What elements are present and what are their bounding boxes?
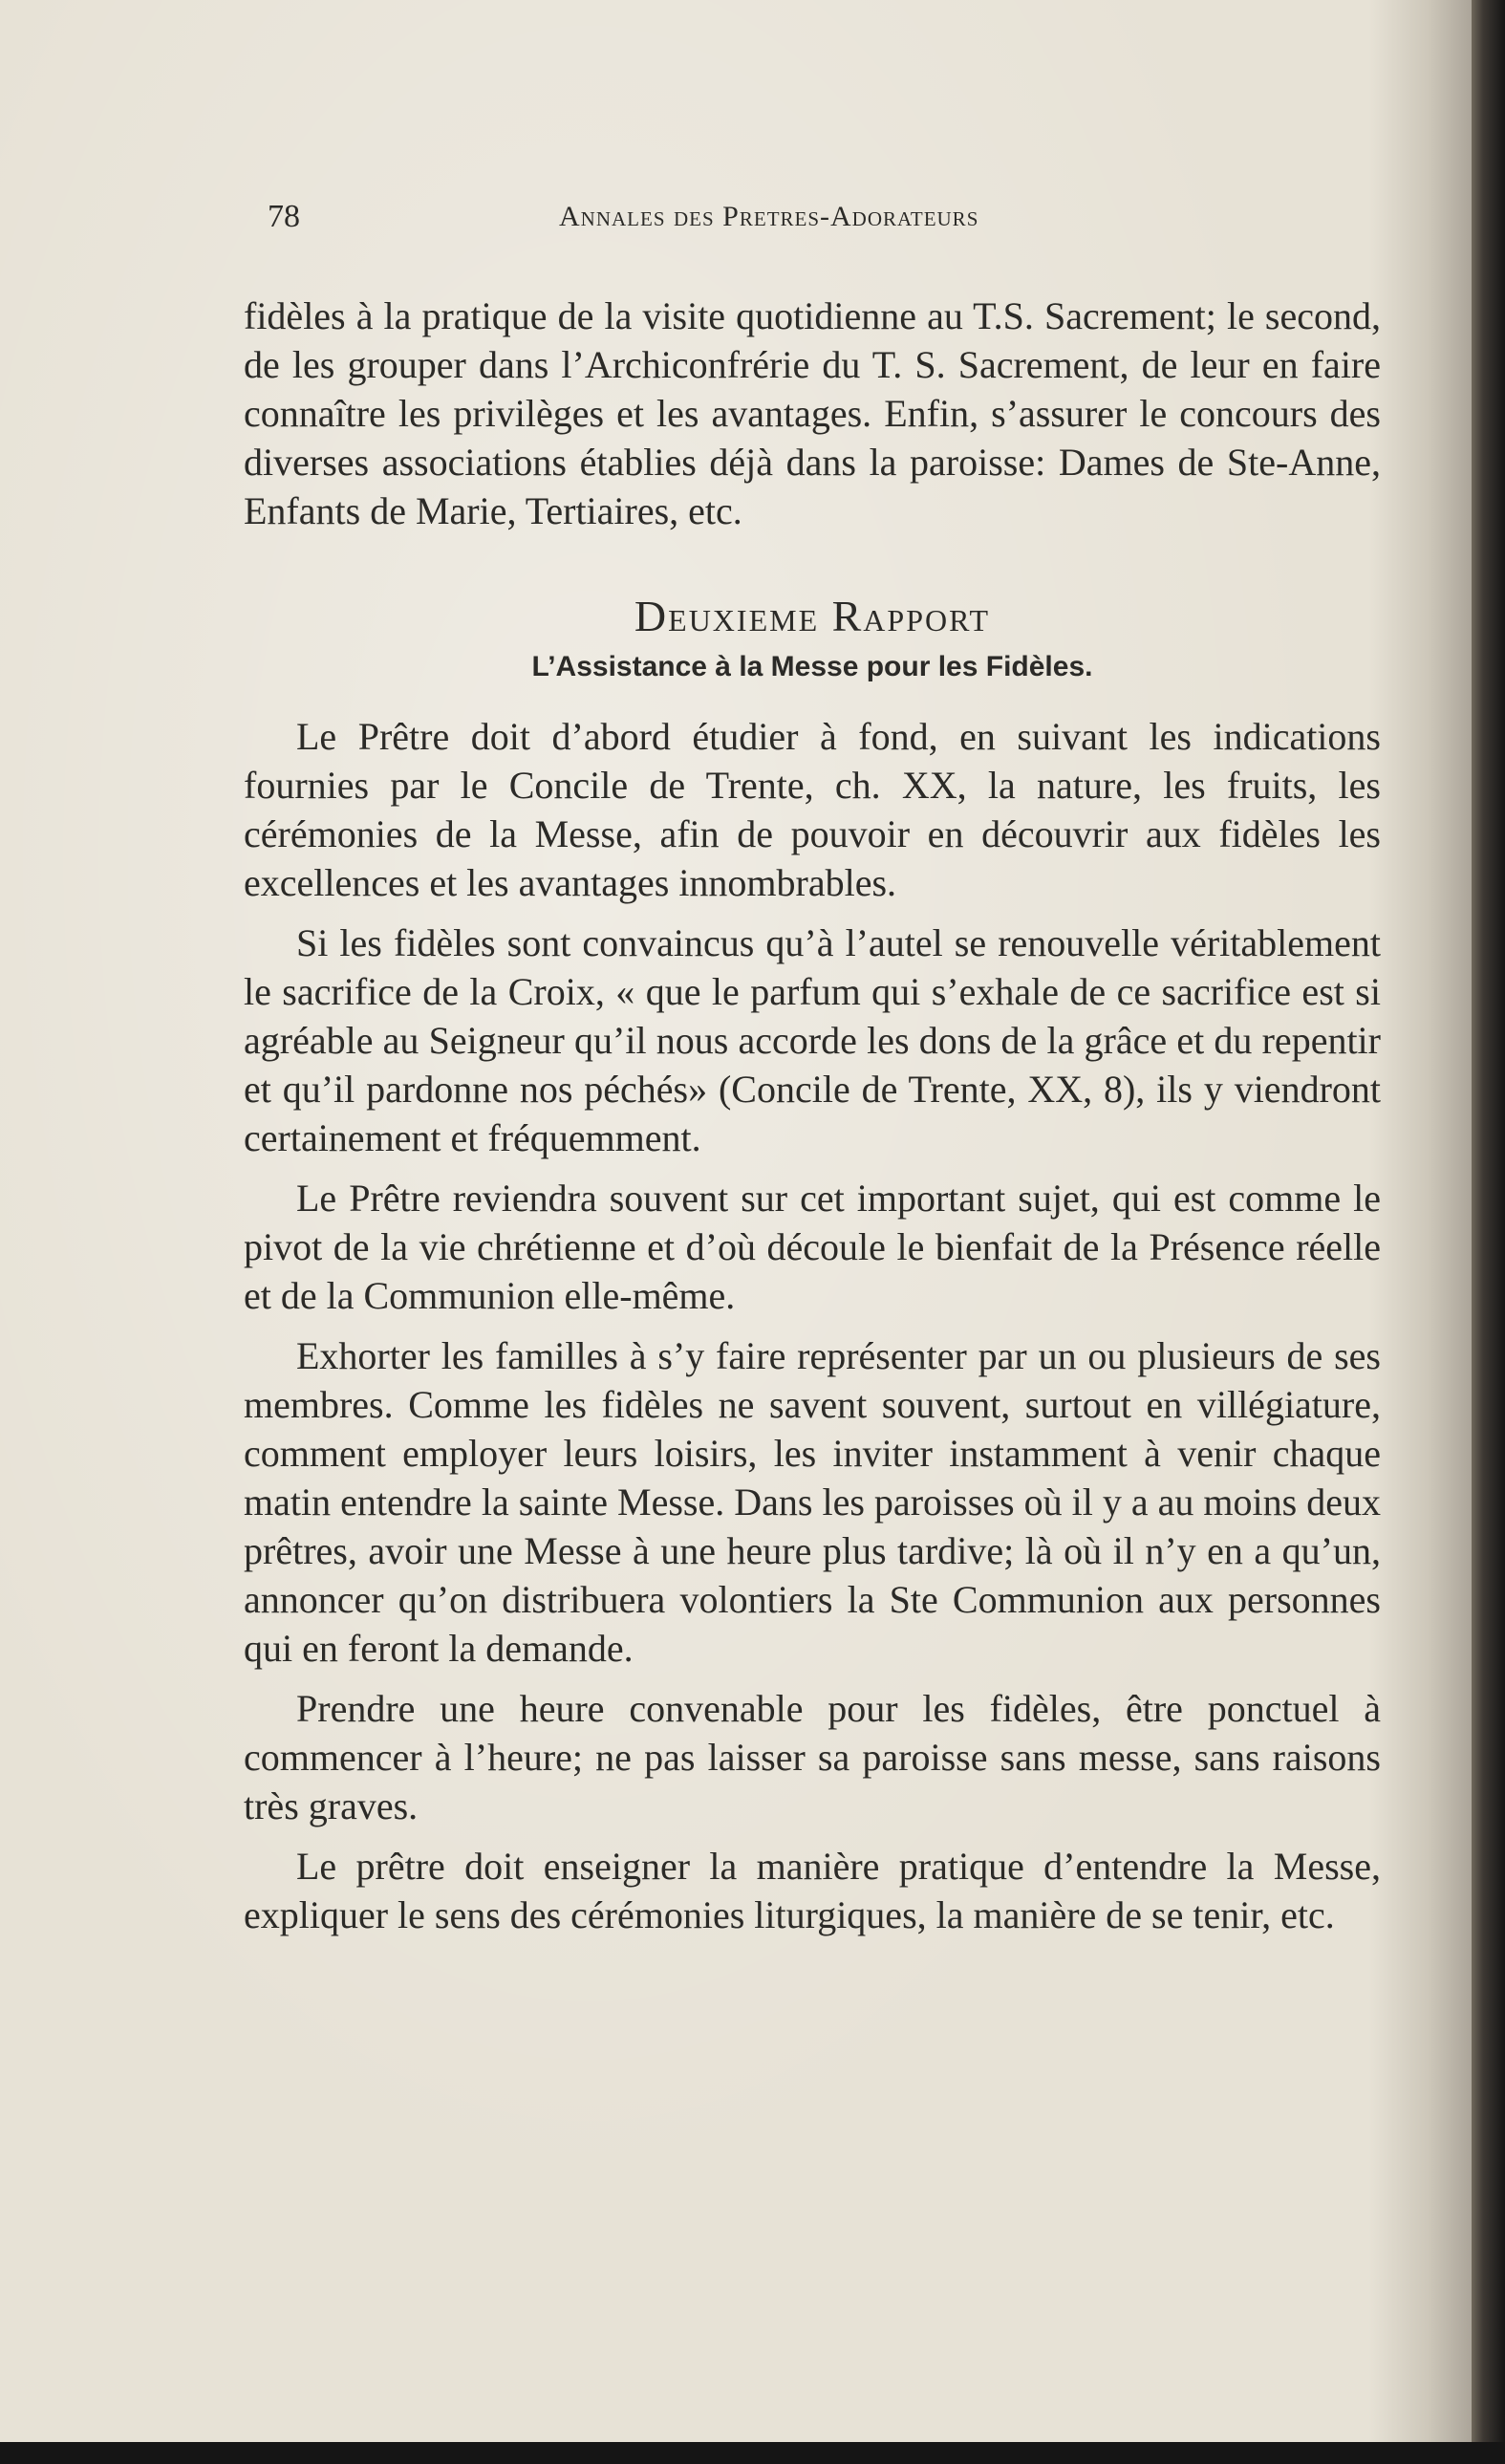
paragraph: Prendre une heure convenable pour les fidèles, être ponctuel à commencer à l’heure; ne pas laisser sa paroisse sans messe, sans raisons très graves.	[244, 1687, 1381, 1827]
book-gutter-shadow	[1472, 0, 1505, 2464]
section-title: Deuxieme Rapport	[634, 592, 991, 640]
continued-paragraph: fidèles à la pratique de la visite quotidienne au T.S. Sacrement; le second, de les grouper dans l’Archiconfrérie du T. S. Sacrement, de leur en faire connaître les privilèges et les avantages. Enfin, s’assurer le concours des diverses associations établies déjà dans la paroisse: Dames de Ste-Anne, Enfants de Marie, Tertiaires, etc.	[244, 294, 1381, 532]
paragraph: Exhorter les familles à s’y faire représenter par un ou plusieurs de ses membres. Comme les fidèles ne savent souvent, surtout en villégiature, comment employer leurs loisirs, les inviter instamment à venir chaque matin entendre la sainte Messe. Dans les paroisses où il y a au moins deux prêtres, avoir une Messe à une heure plus tardive; là où il n’y en a qu’un, annoncer qu’on distribuera volontiers la Ste Communion aux personnes qui en feront la demande.	[244, 1334, 1381, 1670]
paragraph: Le prêtre doit enseigner la manière pratique d’entendre la Messe, expliquer le sens des cérémonies liturgiques, la manière de se tenir, etc.	[244, 1845, 1381, 1936]
page-bottom-edge	[0, 2442, 1505, 2464]
running-head	[244, 182, 1381, 239]
running-title: Annales des Pretres-Adorateurs	[559, 201, 979, 232]
page-number: 78	[268, 199, 300, 234]
section-subtitle: L’Assistance à la Messe pour les Fidèles.	[531, 651, 1093, 682]
paragraph: Si les fidèles sont convaincus qu’à l’autel se renouvelle véritablement le sacrifice de la Croix, « que le parfum qui s’exhale de ce sacrifice est si agréable au Seigneur qu’il nous accorde les dons de la grâce et du repentir et qu’il pardonne nos péchés» (Concile de Trente, XX, 8), ils y viendront certainement et fréquemment.	[244, 921, 1381, 1159]
paragraph: Le Prêtre reviendra souvent sur cet important sujet, qui est comme le pivot de la vie chrétienne et d’où découle le bienfait de la Présence réelle et de la Communion elle-même.	[244, 1177, 1381, 1317]
paragraph: Le Prêtre doit d’abord étudier à fond, en suivant les indications fournies par le Concile de Trente, ch. XX, la nature, les fruits, les cérémonies de la Messe, afin de pouvoir en découvrir aux fidèles les excellences et les avantages innombrables.	[244, 715, 1381, 904]
page-content	[244, 182, 1381, 1939]
